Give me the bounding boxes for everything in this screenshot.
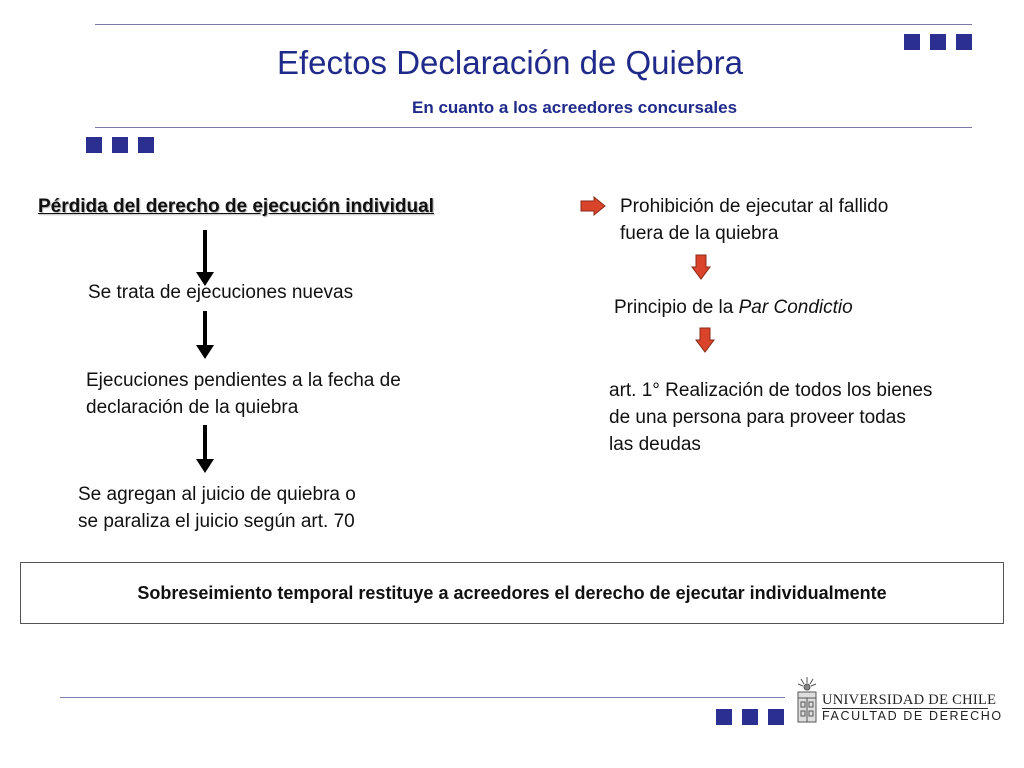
square-left-3	[138, 137, 154, 153]
right-item-2	[614, 294, 853, 321]
university-seal-icon	[796, 676, 818, 724]
square-bottom-3	[768, 709, 784, 725]
square-left-1	[86, 137, 102, 153]
down-arrow-red-icon-2	[695, 327, 715, 353]
left-step-3	[78, 481, 356, 535]
logo-faculty: FACULTAD DE DERECHO	[822, 709, 1003, 723]
square-left-2	[112, 137, 128, 153]
left-step-3-line-2: se paraliza el juicio según art. 70	[78, 511, 355, 532]
right-item-2-italic: Par Condictio	[738, 297, 853, 318]
right-item-3-line-3: las deudas	[609, 434, 701, 455]
logo-university: UNIVERSIDAD DE CHILE	[822, 692, 997, 708]
square-top-right-2	[930, 34, 946, 50]
right-item-1	[620, 193, 888, 247]
slide-subtitle: En cuanto a los acreedores concursales	[412, 98, 738, 117]
right-item-2-prefix: Principio de la	[614, 297, 739, 318]
down-arrow-red-icon-1	[691, 254, 711, 280]
left-step-3-line-1: Se agregan al juicio de quiebra o	[78, 484, 356, 505]
header-rule	[95, 127, 972, 128]
note-box	[20, 562, 1004, 624]
left-step-1: Se trata de ejecuciones nuevas	[88, 282, 354, 303]
right-item-1-line-2: fuera de la quiebra	[620, 223, 779, 244]
square-top-right-1	[904, 34, 920, 50]
right-arrow-icon	[580, 196, 606, 216]
down-arrow-3	[203, 425, 207, 461]
square-top-right-3	[956, 34, 972, 50]
square-bottom-2	[742, 709, 758, 725]
right-item-3-line-1: art. 1° Realización de todos los bienes	[609, 380, 933, 401]
left-heading: Pérdida del derecho de ejecución individual	[38, 196, 434, 217]
note-text: Sobreseimiento temporal restituye a acreedores el derecho de ejecutar individualmente	[137, 582, 887, 603]
footer-rule	[60, 697, 785, 698]
top-rule	[95, 24, 972, 25]
square-bottom-1	[716, 709, 732, 725]
right-item-3	[609, 377, 932, 458]
left-step-2	[86, 367, 401, 421]
down-arrow-2	[203, 311, 207, 347]
right-item-3-line-2: de una persona para proveer todas	[609, 407, 906, 428]
left-step-2-line-1: Ejecuciones pendientes a la fecha de	[86, 370, 401, 391]
right-item-1-line-1: Prohibición de ejecutar al fallido	[620, 196, 889, 217]
down-arrow-1	[203, 230, 207, 274]
left-step-2-line-2: declaración de la quiebra	[86, 397, 299, 418]
slide-title: Efectos Declaración de Quiebra	[277, 44, 743, 81]
